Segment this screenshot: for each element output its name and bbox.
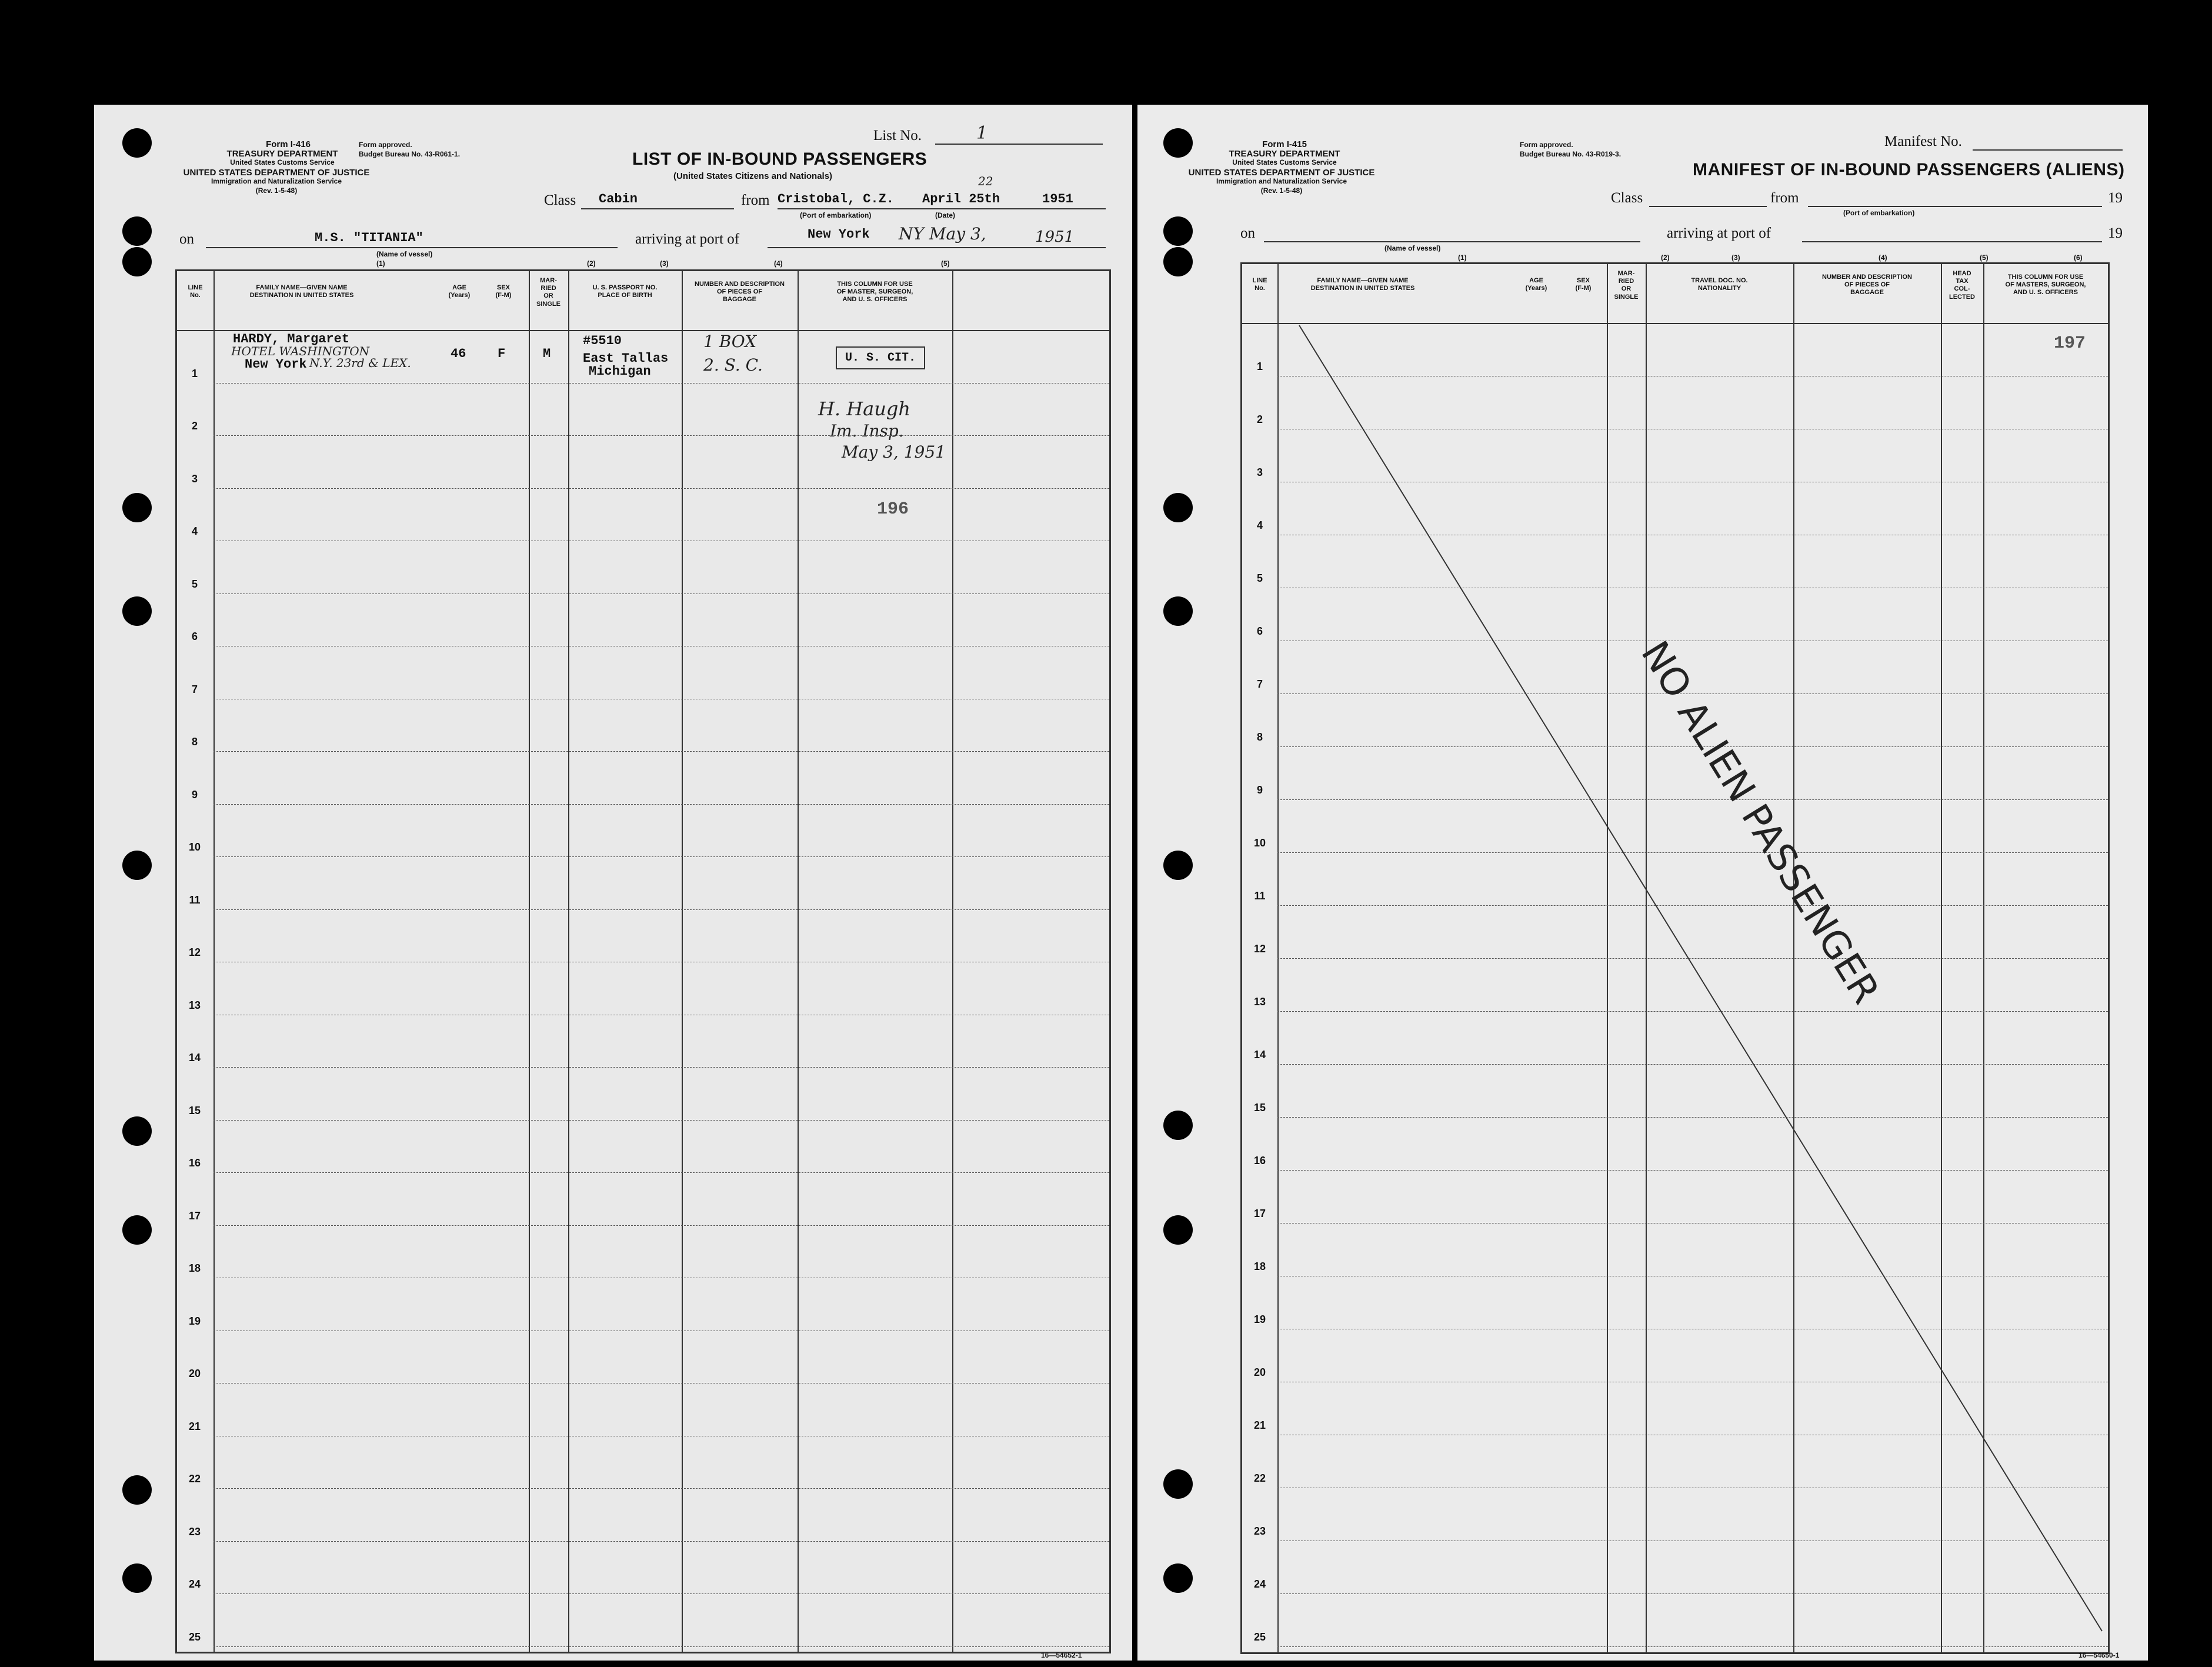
port-embarkation: Cristobal, C.Z.: [778, 192, 895, 206]
header-baggage: NUMBER AND DESCRIPTION OF PIECES OF BAGGAGE: [1822, 274, 1912, 296]
punch-hole: [122, 1475, 152, 1505]
passport-no: #5510: [583, 334, 622, 348]
passenger-married: M: [543, 346, 551, 361]
form-subtitle: (United States Citizens and Nationals): [673, 171, 833, 181]
punch-hole: [122, 1116, 152, 1146]
line-number: 10: [1253, 837, 1266, 849]
line-number: 1: [1256, 361, 1263, 372]
header-name: FAMILY NAME—GIVEN NAME DESTINATION IN UNITED STATES: [249, 284, 354, 299]
col-number: (2): [587, 259, 596, 268]
line-number: 12: [188, 946, 201, 958]
line-number: 21: [1253, 1419, 1266, 1431]
header-line-no: LINE No.: [1252, 277, 1267, 292]
header-married: MAR- RIED OR SINGLE: [536, 277, 560, 308]
header-line-no: LINE No.: [188, 284, 203, 299]
row-rule: [213, 804, 1109, 805]
line-number: 22: [1253, 1472, 1266, 1484]
header-married: MAR- RIED OR SINGLE: [1614, 270, 1639, 301]
port-caption: (Port of embarkation): [1843, 209, 1915, 217]
punch-hole: [122, 1563, 152, 1593]
footer-code: 16—54652-1: [1041, 1651, 1082, 1659]
form-number: Form I-415: [1262, 139, 1307, 149]
line-number: 25: [1253, 1631, 1266, 1643]
list-no-label: List No.: [873, 128, 922, 144]
line-number: 3: [191, 472, 198, 485]
row-rule: [213, 1225, 1109, 1226]
line-number: 20: [188, 1368, 201, 1379]
line-number: 5: [191, 578, 198, 590]
line-number: 25: [188, 1631, 201, 1643]
vessel-caption: (Name of vessel): [1384, 244, 1441, 252]
line-number: 10: [188, 841, 201, 853]
from-label: from: [741, 192, 770, 208]
header-name: FAMILY NAME—GIVEN NAME DESTINATION IN UNITED STATES: [1310, 277, 1415, 292]
no-alien-annotation: [1137, 105, 2148, 1661]
on-label: on: [179, 231, 194, 247]
class-label: Class: [544, 192, 576, 208]
passenger-sex: F: [498, 346, 506, 361]
line-number: 17: [188, 1209, 201, 1222]
customs-service: United States Customs Service: [1232, 158, 1337, 166]
form-title: LIST OF IN-BOUND PASSENGERS: [632, 149, 927, 169]
col-number: (4): [774, 259, 783, 268]
form-approved: Form approved.: [1520, 141, 1573, 149]
year-prefix: 19: [2108, 190, 2123, 206]
departure-year: 1951: [1042, 192, 1073, 206]
col-number: (2): [1661, 254, 1670, 262]
line-number: 13: [1253, 996, 1266, 1008]
alien-manifest-page: [1137, 105, 2148, 1661]
header-head-tax: HEAD TAX COL- LECTED: [1949, 270, 1975, 301]
header-passport: U. S. PASSPORT NO. PLACE OF BIRTH: [592, 284, 658, 299]
col-number: (1): [1458, 254, 1467, 262]
line-number: 7: [191, 683, 198, 695]
inbound-list-page: [94, 105, 1132, 1661]
line-number: 14: [1253, 1049, 1266, 1061]
line-number: 3: [1256, 466, 1263, 478]
birth-state: Michigan: [589, 364, 651, 379]
line-number: 11: [1254, 890, 1266, 902]
row-rule: [213, 435, 1109, 436]
col-number: (3): [660, 259, 669, 268]
arrival-year: 1951: [1035, 228, 1075, 246]
line-number: 19: [188, 1315, 201, 1327]
line-number: 6: [1256, 625, 1263, 637]
punch-hole: [122, 216, 152, 246]
header-age: AGE (Years): [448, 284, 471, 299]
line-number: 23: [188, 1525, 201, 1538]
date-correction: 22: [978, 174, 993, 188]
vessel-caption: (Name of vessel): [376, 250, 433, 258]
passenger-name: HARDY, Margaret: [233, 332, 350, 346]
header-officers: THIS COLUMN FOR USE OF MASTER, SURGEON, AND U. S. OFFICERS: [836, 281, 913, 304]
class-value: Cabin: [599, 192, 638, 206]
line-number: 21: [188, 1420, 201, 1432]
line-number: 24: [188, 1578, 201, 1590]
line-number: 17: [1253, 1208, 1266, 1219]
birth-place: East Tallas: [583, 351, 669, 366]
line-number: 23: [1253, 1525, 1266, 1537]
on-label: on: [1240, 225, 1255, 241]
manifest-no-label: Manifest No.: [1884, 134, 1962, 149]
row-rule: [213, 1593, 1109, 1594]
header-officers: THIS COLUMN FOR USE OF MASTERS, SURGEON, AND U. S. OFFICERS: [2005, 274, 2086, 296]
line-number: 15: [1253, 1102, 1266, 1113]
line-number: 12: [1253, 943, 1266, 955]
form-title: MANIFEST OF IN-BOUND PASSENGERS (ALIENS): [1693, 160, 2125, 179]
arriving-label: arriving at port of: [1667, 225, 1771, 241]
line-number: 2: [191, 420, 198, 432]
list-no-value: 1: [976, 123, 988, 144]
header-sex: SEX (F-M): [1575, 277, 1592, 292]
col-number: (4): [1879, 254, 1887, 262]
departure-date: April 25th: [922, 192, 1000, 206]
row-rule: [213, 1646, 1109, 1647]
form-number: Form I-416: [266, 139, 311, 149]
line-number: 16: [1253, 1155, 1266, 1166]
line-number: 1: [191, 367, 198, 379]
inspection-date: May 3, 1951: [842, 442, 946, 462]
line-number: 9: [1256, 784, 1263, 796]
punch-hole: [122, 851, 152, 880]
inspector-title: Im. Insp.: [830, 421, 904, 441]
header-travel-doc: TRAVEL DOC. NO. NATIONALITY: [1691, 277, 1748, 292]
port-caption: (Port of embarkation): [800, 211, 872, 219]
col-number: (5): [1980, 254, 1989, 262]
line-number: 4: [1256, 519, 1263, 531]
destination-city: New York: [245, 357, 307, 372]
col-number: (5): [941, 259, 950, 268]
line-number: 5: [1256, 572, 1263, 584]
header-sex: SEX (F-M): [495, 284, 512, 299]
line-number: 8: [1256, 731, 1263, 743]
justice-dept: UNITED STATES DEPARTMENT OF JUSTICE: [1188, 168, 1375, 178]
line-number: 18: [188, 1262, 201, 1274]
row-rule: [213, 856, 1109, 857]
baggage-1: 1 BOX: [703, 332, 757, 351]
arrival-port: New York: [808, 227, 870, 242]
row-rule: [213, 751, 1109, 752]
department: TREASURY DEPARTMENT: [1229, 149, 1340, 159]
line-number: 11: [189, 893, 201, 906]
line-number: 2: [1256, 414, 1263, 425]
row-rule: [213, 383, 1109, 384]
arriving-label: arriving at port of: [635, 231, 740, 247]
inspector-signature: H. Haugh: [818, 398, 910, 420]
revision: (Rev. 1-5-48): [255, 186, 298, 195]
vessel-name: M.S. "TITANIA": [315, 231, 423, 245]
row-rule: [213, 1541, 1109, 1542]
customs-service: United States Customs Service: [230, 158, 335, 166]
row-rule: [213, 909, 1109, 910]
justice-dept: UNITED STATES DEPARTMENT OF JUSTICE: [183, 168, 370, 178]
page-number: 197: [2054, 334, 2086, 354]
line-number: 9: [191, 788, 198, 801]
line-number: 22: [188, 1473, 201, 1485]
line-number: 14: [188, 1052, 201, 1063]
no-alien-passenger-text: NO ALIEN PASSENGER: [1632, 634, 1888, 1012]
col-number: (6): [2074, 254, 2083, 262]
line-number: 7: [1256, 678, 1263, 690]
col-number: (1): [376, 259, 385, 268]
punch-hole: [122, 596, 152, 626]
header-age: AGE (Years): [1525, 277, 1547, 292]
row-rule: [213, 1172, 1109, 1173]
form-approved: Form approved.: [359, 141, 412, 149]
footer-code: 16—54650-1: [2078, 1651, 2120, 1659]
punch-hole: [122, 247, 152, 276]
arrival-date-hand: NY May 3,: [899, 224, 986, 244]
budget-bureau: Budget Bureau No. 43-R019-3.: [1520, 150, 1622, 158]
row-rule: [213, 1120, 1109, 1121]
punch-hole: [122, 493, 152, 522]
punch-hole: [122, 1215, 152, 1245]
header-baggage: NUMBER AND DESCRIPTION OF PIECES OF BAGGAGE: [695, 281, 785, 304]
line-number: 19: [1253, 1313, 1266, 1325]
passenger-table: [175, 269, 1111, 1653]
row-rule: [213, 1488, 1109, 1489]
date-caption: (Date): [935, 211, 956, 219]
line-number: 13: [188, 999, 201, 1011]
year-prefix-2: 19: [2108, 225, 2123, 241]
col-number: (3): [1731, 254, 1740, 262]
ins: Immigration and Naturalization Service: [211, 177, 342, 185]
line-number: 8: [191, 736, 198, 748]
budget-bureau: Budget Bureau No. 43-R061-1.: [359, 150, 461, 158]
from-label: from: [1770, 190, 1799, 206]
destination-hotel: HOTEL WASHINGTON: [231, 344, 370, 358]
passenger-age: 46: [451, 346, 466, 361]
line-number: 4: [191, 525, 198, 537]
line-number: 18: [1253, 1261, 1266, 1272]
us-citizen-stamp: U. S. CIT.: [836, 346, 925, 369]
revision: (Rev. 1-5-48): [1260, 186, 1303, 195]
line-number: 15: [188, 1104, 201, 1116]
line-number: 20: [1253, 1366, 1266, 1378]
destination-street: N.Y. 23rd & LEX.: [309, 356, 411, 370]
line-number: 24: [1253, 1578, 1266, 1590]
line-number: 6: [191, 631, 198, 642]
punch-hole: [122, 128, 152, 158]
row-rule: [213, 1067, 1109, 1068]
row-rule: [213, 488, 1109, 489]
class-label: Class: [1611, 190, 1643, 206]
ins: Immigration and Naturalization Service: [1216, 177, 1347, 185]
line-number: 16: [188, 1157, 201, 1169]
page-number: 196: [877, 499, 909, 519]
baggage-2: 2. S. C.: [703, 355, 763, 375]
department: TREASURY DEPARTMENT: [226, 149, 338, 159]
